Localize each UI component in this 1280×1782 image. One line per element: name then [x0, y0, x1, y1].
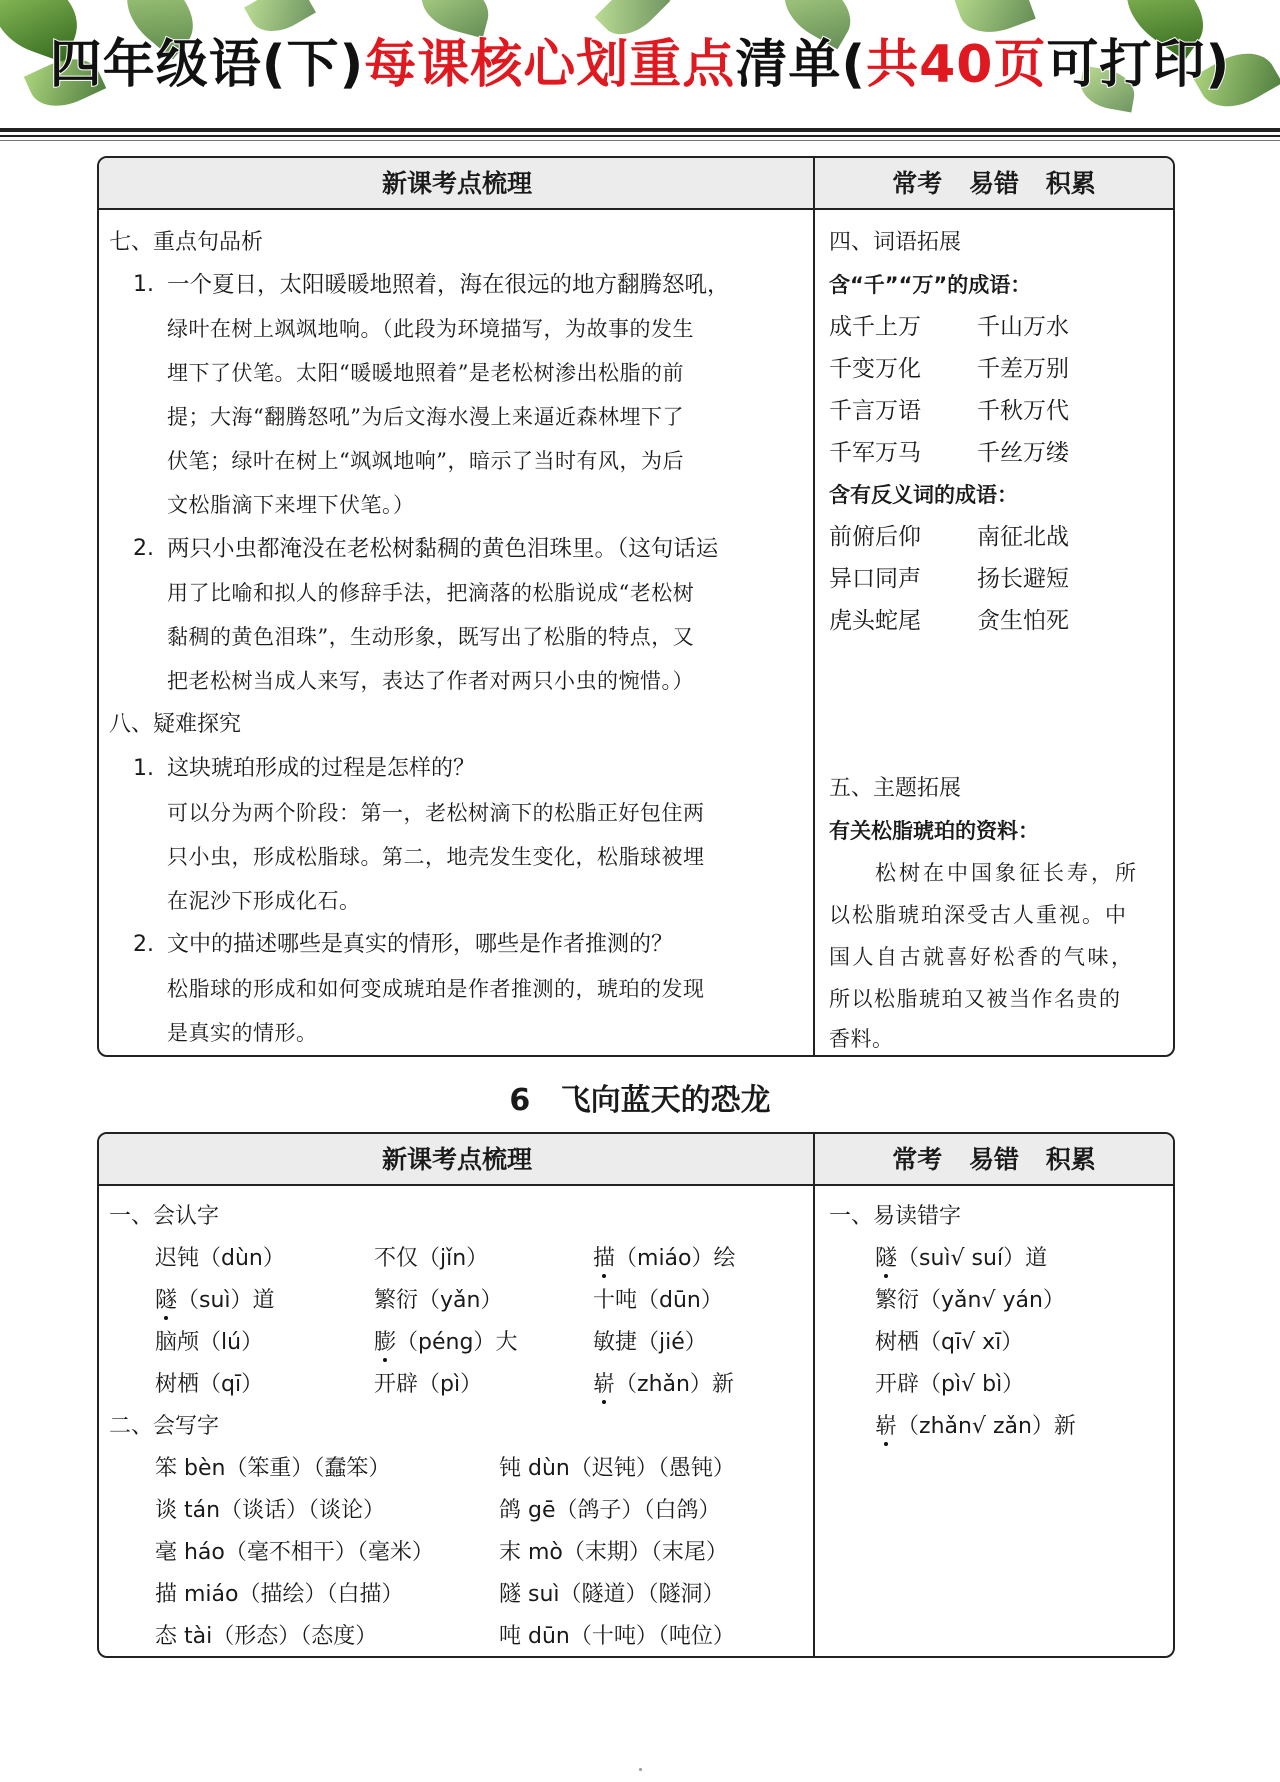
word: 崭: [593, 1370, 615, 1400]
sentence-line: 一个夏日，太阳暖暖地照着，海在很远的地方翻腾怒吼，: [167, 272, 730, 298]
recognize-word: [155, 1244, 285, 1274]
title-part: 每课核心划重点: [364, 35, 736, 95]
idiom: 千秋万代: [977, 398, 1069, 424]
recognize-word: [593, 1370, 734, 1400]
sentence-line: 绿叶在树上飒飒地响。（此段为环境描写，为故事的发生: [167, 317, 694, 341]
word: 繁衍: [374, 1288, 419, 1313]
pinyin: （lú）: [199, 1330, 264, 1355]
word: 树栖: [155, 1372, 200, 1397]
idiom: 前俯后仰: [829, 524, 921, 550]
word: 隧: [875, 1244, 897, 1274]
write-word: 谈 tán（谈话）（谈论）: [155, 1498, 386, 1523]
write-word: 描 miáo（描绘）（白描）: [155, 1582, 404, 1607]
pinyin-choice: （qī√ xī）: [919, 1330, 1024, 1355]
recognize-word: [155, 1370, 263, 1400]
section-heading: 五、主题拓展: [829, 776, 962, 801]
write-word: 鸽 gē（鸽子）（白鸽）: [499, 1498, 721, 1523]
paragraph-line: 以松脂琥珀深受古人重视。中: [829, 903, 1128, 927]
page-title: [0, 22, 1280, 97]
write-word: 吨 dūn（十吨）（吨位）: [499, 1624, 735, 1649]
chapter-name: 飞向蓝天的恐龙: [560, 1083, 771, 1118]
recognize-word: [374, 1244, 488, 1274]
pinyin: （miáo）: [615, 1246, 714, 1271]
subheading: 含“千”“万”的成语：: [829, 273, 1032, 297]
misread-word: [875, 1328, 1023, 1358]
paragraph-line: 松树在中国象征长寿，所: [875, 861, 1139, 885]
sentence-line: 黏稠的黄色泪珠”，生动形象，既写出了松脂的特点，又: [167, 625, 695, 649]
pinyin: （dùn）: [199, 1246, 285, 1271]
word: 开辟: [875, 1372, 920, 1397]
subheading: 含有反义词的成语：: [829, 483, 1018, 507]
column-divider: [813, 1134, 815, 1656]
pinyin-choice: （suì√ suí）道: [897, 1246, 1048, 1271]
pinyin: （dūn）: [637, 1288, 723, 1313]
pinyin-choice: （pì√ bì）: [919, 1372, 1025, 1397]
section-heading: 一、会认字: [109, 1204, 220, 1229]
table-header: [99, 158, 1173, 210]
column-divider: [813, 158, 815, 1055]
header-rule: [0, 140, 1280, 141]
pinyin: （jié）: [637, 1330, 707, 1355]
idiom: 千差万别: [977, 356, 1069, 382]
recognize-word: [374, 1286, 502, 1316]
word-tail: 新: [711, 1372, 734, 1397]
section-heading: 四、词语拓展: [829, 230, 962, 255]
question: 文中的描述哪些是真实的情形，哪些是作者推测的？: [167, 932, 674, 957]
word: 十吨: [593, 1288, 638, 1313]
word: 繁衍: [875, 1288, 920, 1313]
recognize-word: [593, 1286, 723, 1316]
question: 这块琥珀形成的过程是怎样的？: [167, 756, 476, 781]
pinyin: （pì）: [418, 1372, 483, 1397]
idiom: 千丝万缕: [977, 440, 1069, 466]
word: 敏捷: [593, 1330, 638, 1355]
title-part: 共40页: [866, 35, 1047, 95]
recognize-word: [374, 1370, 482, 1400]
answer-line: 可以分为两个阶段：第一，老松树滴下的松脂正好包住两: [167, 801, 705, 825]
sentence-line: 文松脂滴下来埋下伏笔。）: [167, 493, 415, 517]
idiom: 南征北战: [977, 524, 1069, 550]
write-word: 末 mò（末期）（末尾）: [499, 1540, 728, 1565]
answer-line: 是真实的情形。: [167, 1021, 318, 1045]
idiom: 贪生怕死: [977, 608, 1069, 634]
column-header-left: 新课考点梳理: [381, 169, 532, 198]
pinyin: （suì）: [177, 1288, 253, 1313]
chapter-title: [0, 1075, 1280, 1119]
write-word: 钝 dùn（迟钝）（愚钝）: [499, 1456, 735, 1481]
sentence-line: 两只小虫都淹没在老松树黏稠的黄色泪珠里。（这句话运: [167, 536, 719, 562]
section-heading: 七、重点句品析: [109, 230, 264, 255]
write-word: 笨 bèn（笨重）（蠢笨）: [155, 1456, 391, 1481]
idiom: 千言万语: [829, 398, 921, 424]
notes-table-1: [97, 156, 1175, 1057]
misread-word: [875, 1244, 1047, 1274]
word: 描: [593, 1244, 615, 1274]
sentence-line: 提；大海“翻腾怒吼”为后文海水漫上来逼近森林埋下了: [167, 405, 684, 429]
chapter-number: 6: [509, 1083, 531, 1118]
header-rule: [0, 128, 1280, 132]
banner: [0, 0, 1280, 150]
word-tail: 大: [495, 1330, 518, 1355]
title-part: 可打印): [1046, 35, 1231, 95]
item-number: 2.: [133, 536, 154, 561]
page-mark: [639, 1768, 642, 1771]
header-rule: [0, 135, 1280, 137]
misread-word: [875, 1412, 1076, 1442]
word: 脑颅: [155, 1330, 200, 1355]
sentence-line: 伏笔；绿叶在树上“飒飒地响”，暗示了当时有风，为后: [167, 449, 684, 473]
word: 不仅: [374, 1246, 419, 1271]
word: 膨: [374, 1328, 396, 1358]
recognize-word: [593, 1328, 707, 1358]
recognize-word: [374, 1328, 517, 1358]
column-header-right: 常考 易错 积累: [892, 169, 1096, 198]
word: 隧: [155, 1286, 177, 1316]
section-heading: 二、会写字: [109, 1414, 220, 1439]
word: 迟钝: [155, 1246, 200, 1271]
pinyin: （qī）: [199, 1372, 264, 1397]
pinyin: （péng）: [396, 1330, 496, 1355]
pinyin: （jǐn）: [418, 1246, 489, 1271]
answer-line: 在泥沙下形成化石。: [167, 889, 361, 913]
table-header: [99, 1134, 1173, 1186]
section-heading: 八、疑难探究: [109, 712, 242, 737]
recognize-word: [155, 1286, 275, 1316]
idiom: 虎头蛇尾: [829, 608, 921, 634]
pinyin: （yǎn）: [418, 1288, 503, 1313]
paragraph-line: 香料。: [829, 1027, 894, 1051]
word-tail: 道: [252, 1288, 275, 1313]
recognize-word: [155, 1328, 263, 1358]
idiom: 异口同声: [829, 566, 921, 592]
write-word: 隧 suì（隧道）（隧洞）: [499, 1582, 725, 1607]
idiom: 扬长避短: [977, 566, 1069, 592]
word-tail: 绘: [713, 1246, 736, 1271]
write-word: 态 tài（形态）（态度）: [155, 1624, 378, 1649]
write-word: 毫 háo（毫不相干）（毫米）: [155, 1540, 434, 1565]
pinyin: （zhǎn）: [615, 1372, 712, 1397]
misread-word: [875, 1286, 1065, 1316]
item-number: 1.: [133, 756, 154, 781]
idiom: 千军万马: [829, 440, 921, 466]
column-header-left: 新课考点梳理: [381, 1145, 532, 1174]
misread-word: [875, 1370, 1024, 1400]
section-heading: 一、易读错字: [829, 1204, 962, 1229]
paragraph-line: 国人自古就喜好松香的气味，: [829, 945, 1135, 969]
answer-line: 只小虫，形成松脂球。第二，地壳发生变化，松脂球被埋: [167, 845, 705, 869]
sentence-line: 埋下了伏笔。太阳“暖暖地照着”是老松树渗出松脂的前: [167, 361, 684, 385]
sentence-line: 把老松树当成人来写，表达了作者对两只小虫的惋惜。）: [167, 669, 694, 693]
idiom: 千变万化: [829, 356, 921, 382]
column-header-right: 常考 易错 积累: [892, 1145, 1096, 1174]
title-part: 清单(: [735, 35, 867, 95]
idiom: 千山万水: [977, 314, 1069, 340]
paragraph-line: 所以松脂琥珀又被当作名贵的: [829, 987, 1122, 1011]
pinyin-choice: （yǎn√ yán）: [919, 1288, 1065, 1313]
title-part: 四年级语(下): [49, 35, 365, 95]
subheading: 有关松脂琥珀的资料：: [829, 819, 1039, 843]
word: 崭: [875, 1412, 897, 1442]
idiom: 成千上万: [829, 314, 921, 340]
word: 开辟: [374, 1372, 419, 1397]
item-number: 2.: [133, 932, 154, 957]
pinyin-choice: （zhǎn√ zǎn）新: [897, 1414, 1076, 1439]
recognize-word: [593, 1244, 736, 1274]
item-number: 1.: [133, 272, 154, 297]
sentence-line: 用了比喻和拟人的修辞手法，把滴落的松脂说成“老松树: [167, 581, 695, 605]
answer-line: 松脂球的形成和如何变成琥珀是作者推测的，琥珀的发现: [167, 977, 705, 1001]
notes-table-2: [97, 1132, 1175, 1658]
word: 树栖: [875, 1330, 920, 1355]
